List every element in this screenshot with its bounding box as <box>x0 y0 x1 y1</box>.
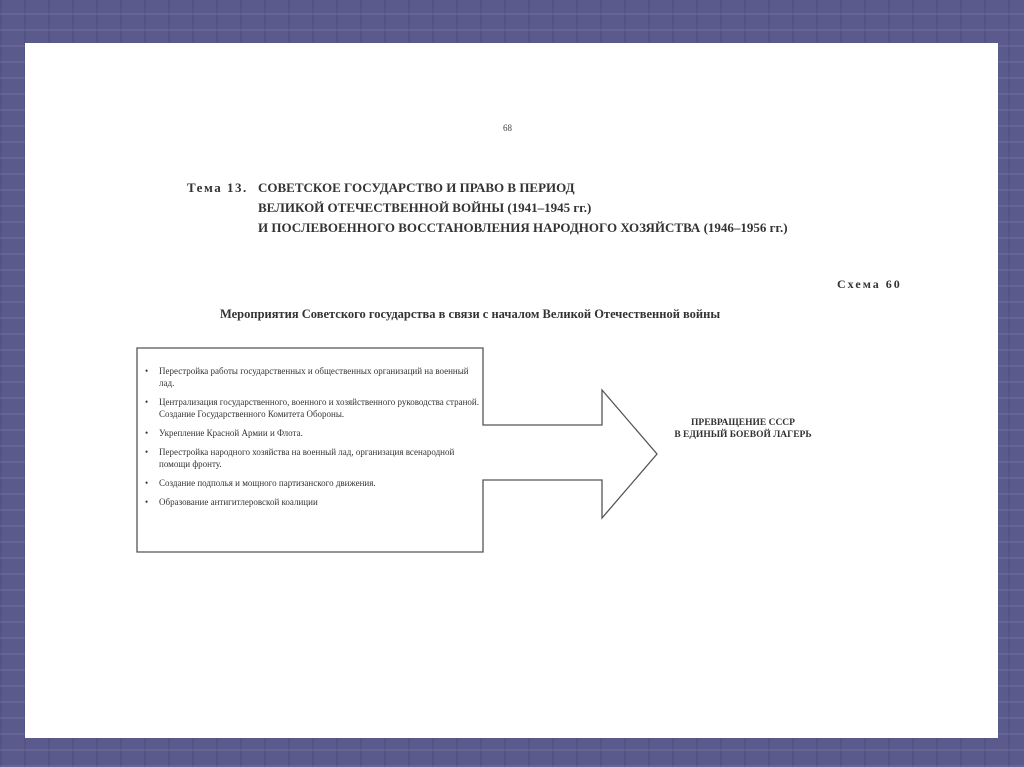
measure-item: • Перестройка работы государственных и общественных организаций на военный лад. <box>143 365 483 389</box>
measure-item: • Образование антигитлеровской коалиции <box>143 496 483 508</box>
measure-item: • Перестройка народного хозяйства на военный лад, организация всенародной помощи фронту. <box>143 446 483 470</box>
topic-title-line-1: СОВЕТСКОЕ ГОСУДАРСТВО И ПРАВО В ПЕРИОД <box>258 180 575 195</box>
result-text <box>653 417 833 441</box>
topic-title-line-2: ВЕЛИКОЙ ОТЕЧЕСТВЕННОЙ ВОЙНЫ (1941–1945 гг.) <box>258 200 592 215</box>
diagram-title: Мероприятия Советского государства в связи с началом Великой Отечественной войны <box>220 307 721 321</box>
topic-title-line-3: И ПОСЛЕВОЕННОГО ВОССТАНОВЛЕНИЯ НАРОДНОГО ХОЗЯЙСТВА (1946–1956 гг.) <box>258 220 788 235</box>
measure-item: • Создание подполья и мощного партизанского движения. <box>143 477 483 489</box>
measure-item: • Централизация государственного, военного и хозяйственного руководства страной. Создание Государственного Комитета Обороны. <box>143 396 483 420</box>
slide-page <box>25 43 998 738</box>
scheme-label: Схема 60 <box>837 277 902 291</box>
result-line-2: В ЕДИНЫЙ БОЕВОЙ ЛАГЕРЬ <box>674 430 812 440</box>
topic-label: Тема 13. <box>187 180 248 195</box>
measure-item: • Укрепление Красной Армии и Флота. <box>143 427 483 439</box>
result-line-1: ПРЕВРАЩЕНИЕ СССР <box>691 418 795 428</box>
measures-list <box>143 365 483 515</box>
page-number: 68 <box>503 123 512 133</box>
